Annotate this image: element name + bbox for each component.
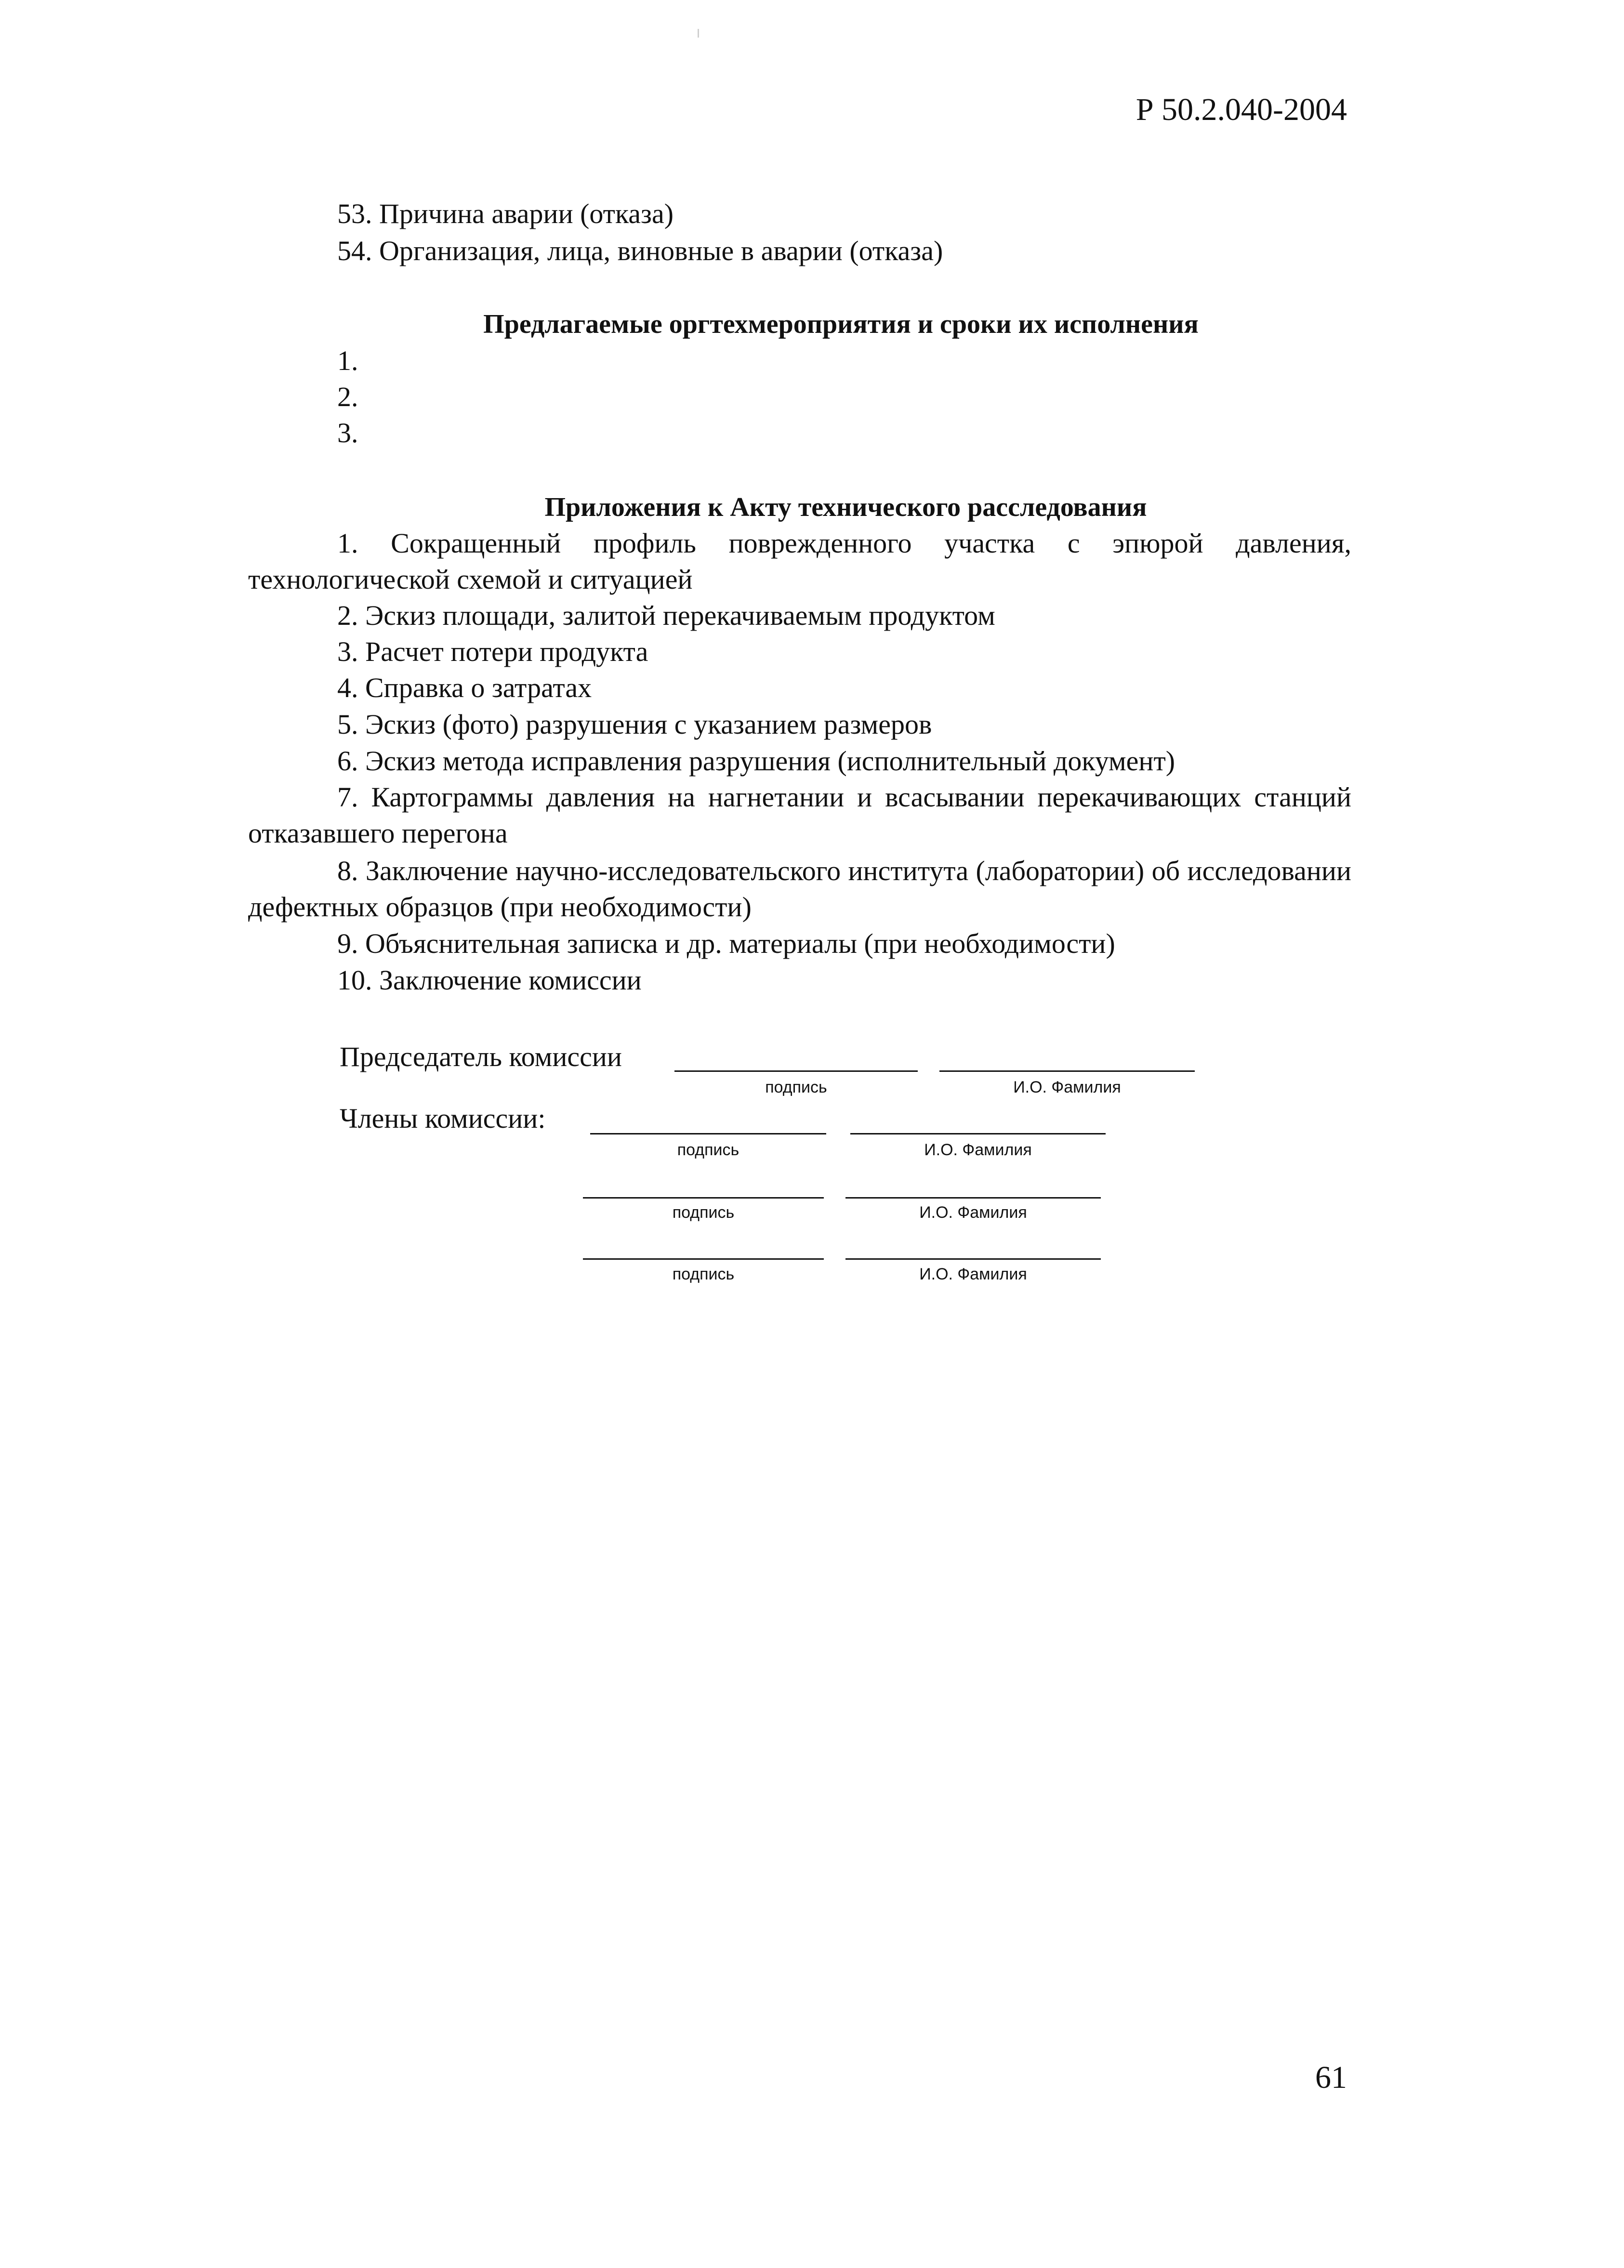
scan-artifact — [698, 29, 699, 38]
member-name-line — [850, 1133, 1106, 1134]
chairman-name-line — [939, 1070, 1195, 1072]
attachment-item: 7. Картограммы давления на нагнетании и всасывании перекачивающих станций отказавшего перегона — [248, 781, 1351, 849]
attachment-item: 3. Расчет потери продукта — [337, 636, 648, 667]
member-signature-line — [583, 1197, 824, 1199]
attachment-item: 10. Заключение комиссии — [337, 964, 642, 996]
document-code: Р 50.2.040-2004 — [1135, 92, 1347, 127]
attachment-item: 1. Сокращенный профиль поврежденного участка с эпюрой давления, технологической схемой и ситуацией — [248, 527, 1351, 595]
cause-item: 53. Причина аварии (отказа) — [337, 198, 674, 229]
measures-heading: Предлагаемые оргтехмероприятия и сроки их исполнения — [483, 309, 1199, 339]
signature-caption: подпись — [677, 1141, 739, 1159]
name-caption: И.О. Фамилия — [919, 1203, 1027, 1222]
attachments-heading: Приложения к Акту технического расследования — [544, 492, 1147, 522]
measure-item: 3. — [337, 417, 358, 448]
attachment-item: 4. Справка о затратах — [337, 672, 592, 703]
responsible-item: 54. Организация, лица, виновные в аварии (отказа) — [337, 235, 943, 266]
signature-caption: подпись — [765, 1078, 827, 1096]
chairman-label: Председатель комиссии — [340, 1041, 622, 1072]
name-caption: И.О. Фамилия — [924, 1141, 1032, 1159]
signature-caption: подпись — [672, 1265, 735, 1283]
signature-caption: подпись — [672, 1203, 735, 1222]
member-signature-line — [590, 1133, 826, 1134]
name-caption: И.О. Фамилия — [1013, 1078, 1121, 1096]
name-caption: И.О. Фамилия — [919, 1265, 1027, 1283]
member-name-line — [845, 1197, 1101, 1199]
member-signature-line — [583, 1258, 824, 1260]
member-name-line — [845, 1258, 1101, 1260]
attachment-item: 6. Эскиз метода исправления разрушения (исполнительный документ) — [337, 745, 1175, 777]
chairman-signature-line — [674, 1070, 918, 1072]
attachment-item: 8. Заключение научно-исследовательского института (лаборатории) об исследовании дефектных образцов (при необходимости) — [248, 855, 1351, 923]
attachment-item: 9. Объяснительная записка и др. материалы (при необходимости) — [337, 928, 1115, 959]
attachment-item: 5. Эскиз (фото) разрушения с указанием размеров — [337, 709, 932, 740]
page-number: 61 — [1315, 2060, 1347, 2095]
members-label: Члены комиссии: — [340, 1103, 546, 1134]
attachment-item: 2. Эскиз площади, залитой перекачиваемым продуктом — [337, 600, 995, 631]
measure-item: 2. — [337, 381, 358, 412]
measure-item: 1. — [337, 345, 358, 376]
